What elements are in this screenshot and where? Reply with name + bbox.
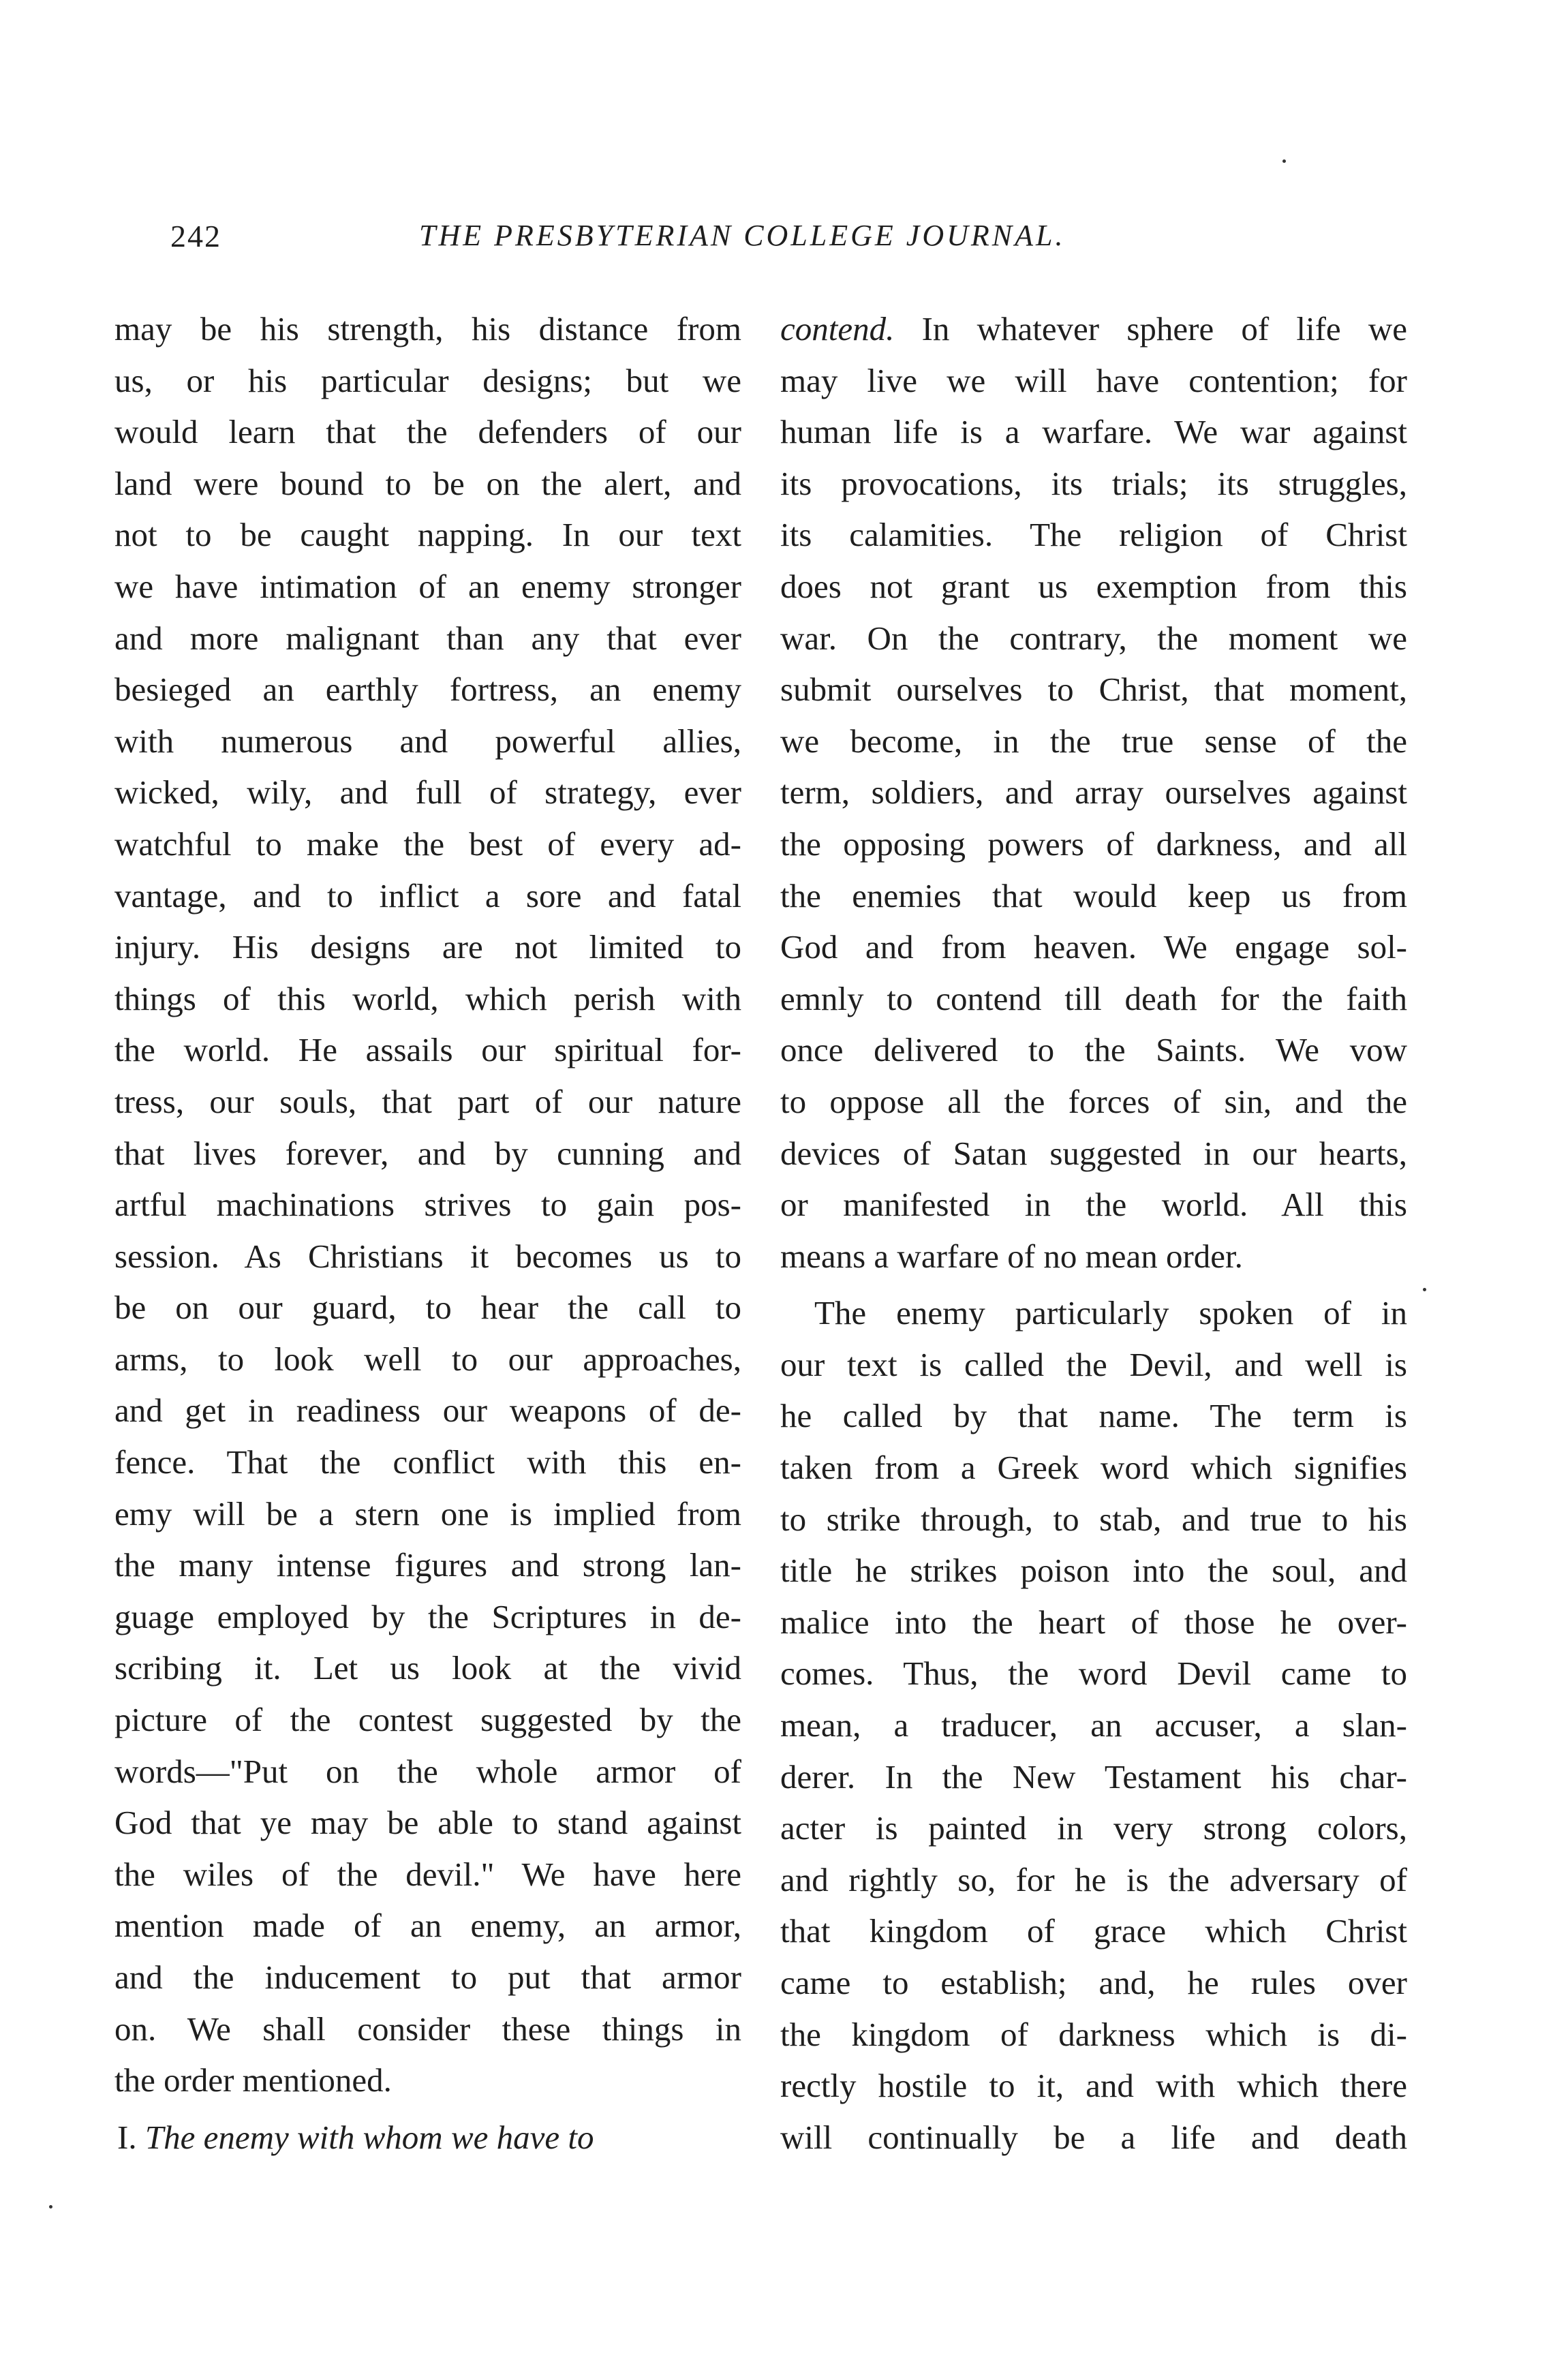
text-line: vantage, and to inflict a sore and fatal	[114, 876, 741, 914]
text-line: rectly hostile to it, and with which there	[780, 2067, 1407, 2105]
text-line: that lives forever, and by cunning and	[114, 1134, 741, 1172]
text-line: would learn that the defenders of our	[114, 413, 741, 451]
text-line: mean, a traducer, an accuser, a slan-	[780, 1706, 1407, 1744]
text-line: besieged an earthly fortress, an enemy	[114, 671, 741, 709]
text-line: fence. That the conflict with this en-	[114, 1443, 741, 1481]
text-line: submit ourselves to Christ, that moment,	[780, 671, 1407, 709]
right-paragraph-2	[780, 1287, 1407, 2163]
italic-word: contend.	[780, 310, 895, 348]
text-line: The enemy particularly spoken of in	[814, 1294, 1407, 1332]
text-line: mention made of an enemy, an armor,	[114, 1907, 741, 1945]
text-line: the wiles of the devil." We have here	[114, 1855, 741, 1893]
paragraph-gap	[780, 1282, 1407, 1287]
text-line: taken from a Greek word which signifies	[780, 1449, 1407, 1487]
text-line: acter is painted in very strong colors,	[780, 1809, 1407, 1847]
text-line: the enemies that would keep us from	[780, 876, 1407, 914]
text-line: its provocations, its trials; its struggles,	[780, 464, 1407, 502]
margin-mark	[1282, 159, 1286, 163]
text-line: tress, our souls, that part of our nature	[114, 1082, 741, 1120]
text-line: we become, in the true sense of the	[780, 722, 1407, 760]
text-line: we have intimation of an enemy stronger	[114, 567, 741, 605]
text-line: once delivered to the Saints. We vow	[780, 1031, 1407, 1069]
right-paragraph-1	[780, 355, 1407, 1282]
section-title: The enemy with whom we have to	[144, 2118, 594, 2156]
text-line: arms, to look well to our approaches,	[114, 1340, 741, 1378]
text-line: he called by that name. The term is	[780, 1397, 1407, 1435]
text-line: war. On the contrary, the moment we	[780, 619, 1407, 657]
paragraph-gap	[114, 2106, 741, 2112]
text-line: the opposing powers of darkness, and all	[780, 825, 1407, 863]
text-line: us, or his particular designs; but we	[114, 361, 741, 399]
text-line: does not grant us exemption from this	[780, 567, 1407, 605]
text-line: its calamities. The religion of Christ	[780, 516, 1407, 554]
section-heading	[114, 2112, 741, 2164]
text-line: God that ye may be able to stand against	[114, 1804, 741, 1842]
text-line: watchful to make the best of every ad-	[114, 825, 741, 863]
text-line: our text is called the Devil, and well is	[780, 1345, 1407, 1383]
text-line: the world. He assails our spiritual for-	[114, 1031, 741, 1069]
text-line: to strike through, to stab, and true to his	[780, 1500, 1407, 1538]
page-number: 242	[170, 219, 221, 253]
text-line: term, soldiers, and array ourselves against	[780, 773, 1407, 812]
text-line: the order mentioned.	[114, 2061, 392, 2099]
text-line: that kingdom of grace which Christ	[780, 1912, 1407, 1950]
text-line: came to establish; and, he rules over	[780, 1964, 1407, 2001]
text-line: comes. Thus, the word Devil came to	[780, 1655, 1407, 1693]
text-line: derer. In the New Testament his char-	[780, 1757, 1407, 1796]
text-line: land were bound to be on the alert, and	[114, 464, 741, 502]
text-line: be on our guard, to hear the call to	[114, 1289, 741, 1327]
text-line: human life is a warfare. We war against	[780, 413, 1407, 451]
text-line: session. As Christians it becomes us to	[114, 1237, 741, 1275]
text-line: injury. His designs are not limited to	[114, 928, 741, 966]
section-numeral: I.	[117, 2118, 137, 2156]
text-line: malice into the heart of those he over-	[780, 1603, 1407, 1641]
margin-mark	[1423, 1288, 1426, 1291]
text-line: emy will be a stern one is implied from	[114, 1494, 741, 1533]
text-line: words—"Put on the whole armor of	[114, 1752, 741, 1790]
text-line: may be his strength, his distance from	[114, 310, 741, 348]
text-line: picture of the contest suggested by the	[114, 1701, 741, 1739]
text-line: and get in readiness our weapons of de-	[114, 1391, 741, 1430]
running-title: THE PRESBYTERIAN COLLEGE JOURNAL.	[419, 219, 1066, 252]
text-line: and rightly so, for he is the adversary of	[780, 1860, 1407, 1898]
text-line: will continually be a life and death	[780, 2118, 1407, 2156]
text-line: may live we will have contention; for	[780, 361, 1407, 399]
text-line: means a warfare of no mean order.	[780, 1237, 1243, 1275]
text-line: on. We shall consider these things in	[114, 2010, 741, 2048]
right-column	[780, 303, 1407, 2163]
text-line: scribing it. Let us look at the vivid	[114, 1649, 741, 1687]
text-line: and more malignant than any that ever	[114, 619, 741, 657]
margin-mark	[49, 2205, 52, 2209]
text-line: to oppose all the forces of sin, and the	[780, 1082, 1407, 1120]
text-line: God and from heaven. We engage sol-	[780, 928, 1407, 966]
left-column-text	[114, 303, 741, 2106]
text-line: with numerous and powerful allies,	[114, 722, 741, 760]
text-line: the many intense figures and strong lan-	[114, 1546, 741, 1584]
text-line: guage employed by the Scriptures in de-	[114, 1597, 741, 1635]
text-line: wicked, wily, and full of strategy, ever	[114, 773, 741, 812]
text-line: artful machinations strives to gain pos-	[114, 1186, 741, 1224]
left-column	[114, 303, 741, 2163]
text-line: things of this world, which perish with	[114, 979, 741, 1017]
text-line: not to be caught napping. In our text	[114, 516, 741, 554]
text-line: title he strikes poison into the soul, and	[780, 1552, 1407, 1590]
page-header	[170, 218, 1138, 273]
text-line	[780, 303, 1407, 355]
line-text: In whatever sphere of life we	[921, 310, 1407, 348]
text-line: or manifested in the world. All this	[780, 1186, 1407, 1224]
text-line: emnly to contend till death for the faith	[780, 979, 1407, 1017]
text-line: the kingdom of darkness which is di-	[780, 2015, 1407, 2053]
text-line: devices of Satan suggested in our hearts,	[780, 1134, 1407, 1172]
text-line: and the inducement to put that armor	[114, 1958, 741, 1996]
